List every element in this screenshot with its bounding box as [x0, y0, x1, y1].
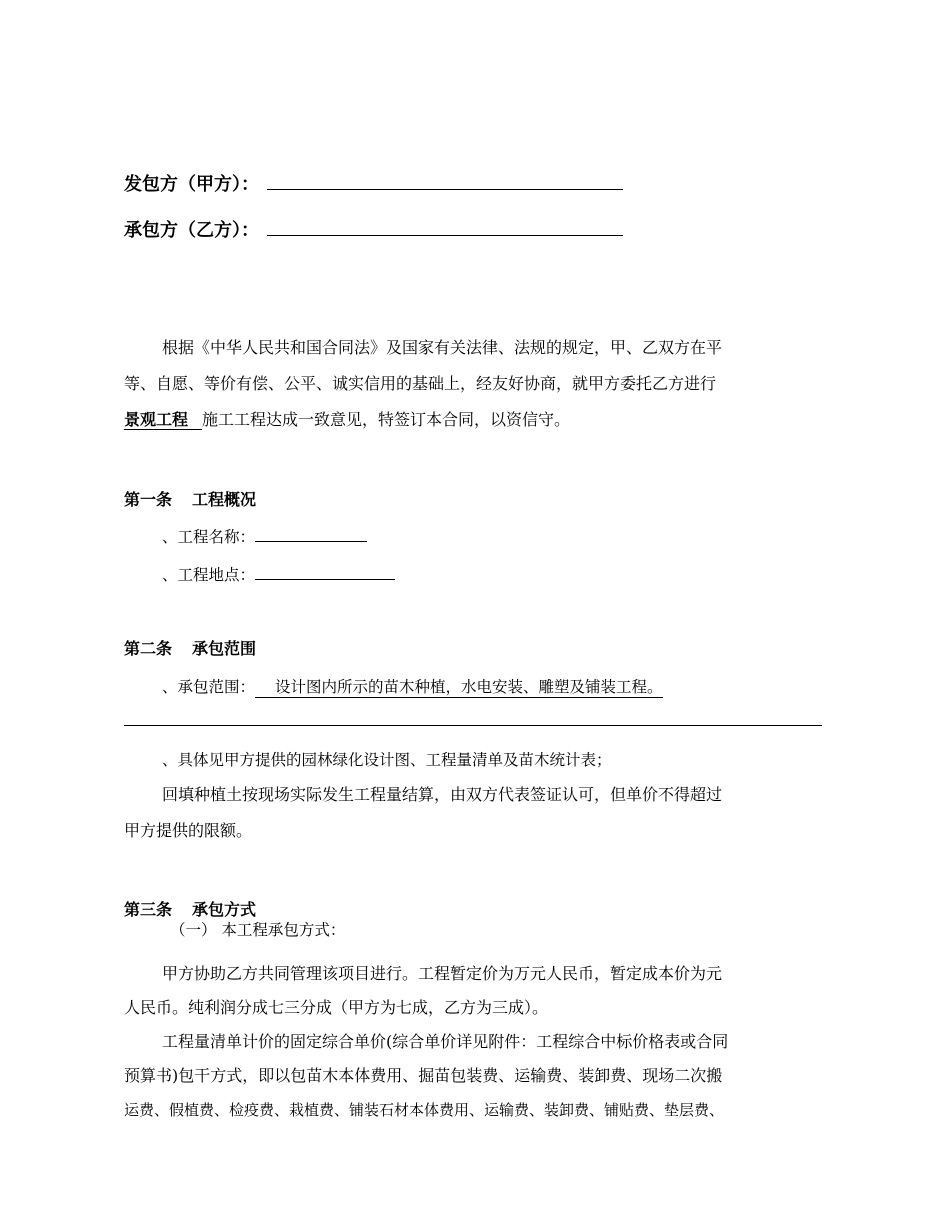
project-name-label: 、工程名称： — [162, 528, 256, 546]
scope-label: 、承包范围： — [162, 678, 256, 696]
project-name-blank — [255, 525, 367, 542]
employer-line — [124, 170, 623, 196]
backfill-line-1: 回填种植土按现场实际发生工程量结算，由双方代表签证认可，但单价不得超过 — [162, 785, 723, 804]
scope-item-2: 、具体见甲方提供的园林绿化设计图、工程量清单及苗木统计表； — [162, 751, 612, 769]
mode-para-2-line-2: 预算书)包干方式，即以包苗木本体费用、掘苗包装费、运输费、装卸费、现场二次搬 — [124, 1066, 723, 1085]
scope-value: 设计图内所示的苗木种植，水电安装、雕塑及铺装工程。 — [255, 675, 663, 698]
article-2-subtitle: 承包范围 — [192, 639, 257, 658]
mode-para-2-line-3: 运费、假植费、检疫费、栽植费、铺装石材本体费用、运输费、装卸费、铺贴费、垫层费、 — [124, 1101, 725, 1119]
project-type: 景观工程 — [124, 410, 202, 430]
project-location-blank — [255, 563, 395, 580]
project-location-line — [162, 563, 395, 585]
contract-mode-subheading: （一） 本工程承包方式： — [170, 921, 346, 939]
preamble-line-2: 等、自愿、等价有偿、公平、诚实信用的基础上，经友好协商，就甲方委托乙方进行 — [124, 374, 717, 393]
contractor-blank — [267, 217, 623, 236]
employer-label: 发包方（甲方）： — [124, 174, 259, 195]
project-location-label: 、工程地点： — [162, 566, 256, 584]
backfill-line-2: 甲方提供的限额。 — [124, 821, 253, 840]
article-3-subtitle: 承包方式 — [192, 900, 257, 919]
article-1-subtitle: 工程概况 — [192, 490, 257, 509]
article-1-heading — [124, 487, 256, 510]
article-1-title: 第一条 — [124, 490, 173, 509]
scope-continuation-rule — [124, 725, 822, 726]
article-2-title: 第二条 — [124, 639, 173, 658]
preamble-line-1: 根据《中华人民共和国合同法》及国家有关法律、法规的规定，甲、乙双方在平 — [162, 338, 723, 357]
mode-para-1-line-2: 人民币。纯利润分成七三分成（甲方为七成，乙方为三成）。 — [124, 998, 549, 1017]
preamble-line-3 — [124, 402, 570, 438]
mode-para-2-line-1: 工程量清单计价的固定综合单价(综合单价详见附件：工程综合中标价格表或合同 — [162, 1032, 729, 1051]
preamble-line-3-rest: 施工工程达成一致意见，特签订本合同，以资信守。 — [202, 410, 571, 429]
employer-blank — [267, 171, 623, 190]
scope-line — [162, 675, 663, 698]
article-2-heading — [124, 636, 256, 659]
contractor-line — [124, 216, 623, 242]
article-3-title: 第三条 — [124, 900, 173, 919]
article-3-heading — [124, 897, 256, 920]
contractor-label: 承包方（乙方）： — [124, 220, 259, 241]
mode-para-1-line-1: 甲方协助乙方共同管理该项目进行。工程暂定价为万元人民币，暂定成本价为元 — [162, 964, 723, 983]
project-name-line — [162, 525, 367, 547]
